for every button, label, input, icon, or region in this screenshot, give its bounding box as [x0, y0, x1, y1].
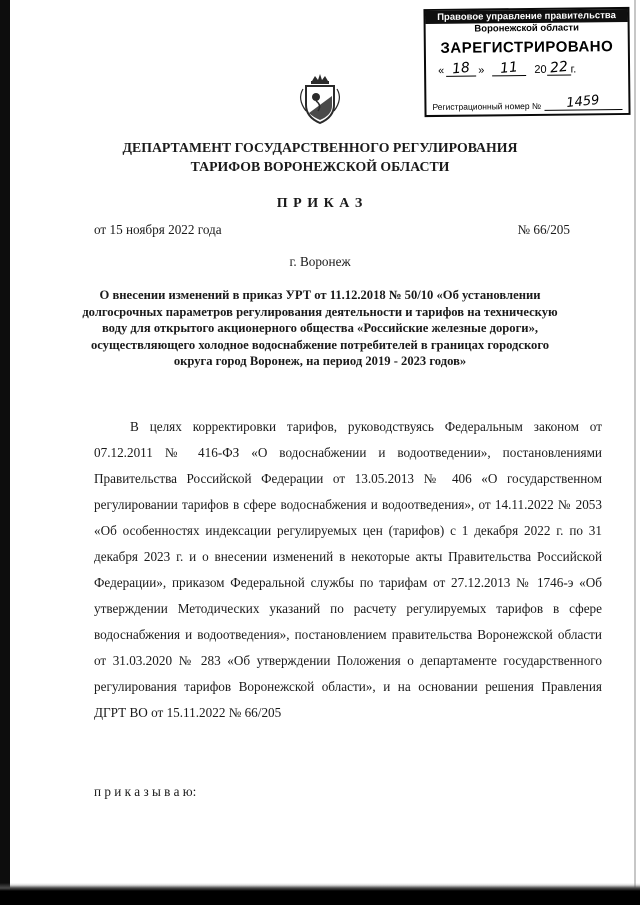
stamp-org-name — [425, 9, 627, 36]
scan-artifact-left — [0, 0, 10, 905]
stamp-year-field — [546, 58, 570, 77]
stamp-quote-open: « — [438, 64, 445, 77]
stamp-reg-number-line — [432, 92, 622, 112]
stamp-org-line2: Воронежской области — [474, 22, 579, 35]
stamp-year-suffix: г. — [570, 63, 577, 76]
stamp-reg-number-field — [544, 92, 623, 111]
stamp-date-line — [426, 60, 628, 77]
city-line: г. Воронеж — [289, 254, 351, 269]
coat-of-arms-emblem — [296, 72, 344, 128]
document-type-title: П Р И К А З — [276, 196, 364, 211]
stamp-quote-close: » — [478, 64, 485, 77]
subject-paragraph: О внесении изменений в приказ УРТ от 11.12.2018 № 50/10 «Об установлении долгосрочных параметров регулирования деятельности и тарифов на техническую воду для открытого акционерного общества «Российские железные дороги», осуществляющего холодное водоснабжение потребителей в границах городского округа город Воронеж, на период 2019 - 2023 годов» — [82, 288, 558, 368]
scan-artifact-right — [634, 0, 636, 905]
stamp-year-handwritten: 22 — [548, 58, 569, 77]
stamp-reg-number-handwritten: 1459 — [565, 92, 601, 111]
registration-stamp — [423, 7, 630, 117]
stamp-day-field — [446, 59, 476, 78]
department-title-line1: ДЕПАРТАМЕНТ ГОСУДАРСТВЕННОГО РЕГУЛИРОВАНИЯ — [122, 140, 518, 155]
department-title — [30, 138, 610, 176]
stamp-year-print: 20 — [534, 63, 547, 76]
scan-artifact-bottom — [0, 883, 640, 905]
stamp-registered-label: ЗАРЕГИСТРИРОВАНО — [440, 38, 614, 57]
stamp-day-handwritten: 18 — [451, 59, 471, 78]
stamp-org-line1: Правовое управление правительства — [425, 9, 627, 24]
coat-of-arms-icon — [296, 72, 344, 128]
ordering-line: п р и к а з ы в а ю: — [94, 784, 197, 799]
stamp-month-handwritten: 11 — [499, 59, 519, 78]
body-paragraph: В целях корректировки тарифов, руководствуясь Федеральным законом от 07.12.2011 № 416-ФЗ «О водоснабжении и водоотведении», постановлениями Правительства Российской Федерации от 13.05.2013 № 406 «О государственном регулировании тарифов в сфере водоснабжения и водоотведения», от 14.11.2022 № 2053 «Об особенностях индексации регулируемых цен (тарифов) с 1 декабря 2022 г. по 31 декабря 2023 г. и о внесении изменений в некоторые акты Правительства Российской Федерации», приказом Федеральной службы по тарифам от 27.12.2013 № 1746-э «Об утверждении Методических указаний по расчету регулируемых тарифов в сфере водоснабжения и водоотведения», постановлением правительства Воронежской области от 31.03.2020 № 283 «Об утверждении Положения о департаменте государственного регулирования тарифов Воронежской области», и на основании решения Правления ДГРТ ВО от 15.11.2022 № 66/205 — [94, 419, 602, 720]
department-title-line2: ТАРИФОВ ВОРОНЕЖСКОЙ ОБЛАСТИ — [190, 159, 450, 174]
document-number: № 66/205 — [517, 222, 570, 237]
document-date: от 15 ноября 2022 года — [94, 222, 222, 237]
stamp-reg-label: Регистрационный номер № — [432, 100, 542, 112]
stamp-month-field — [492, 61, 526, 76]
